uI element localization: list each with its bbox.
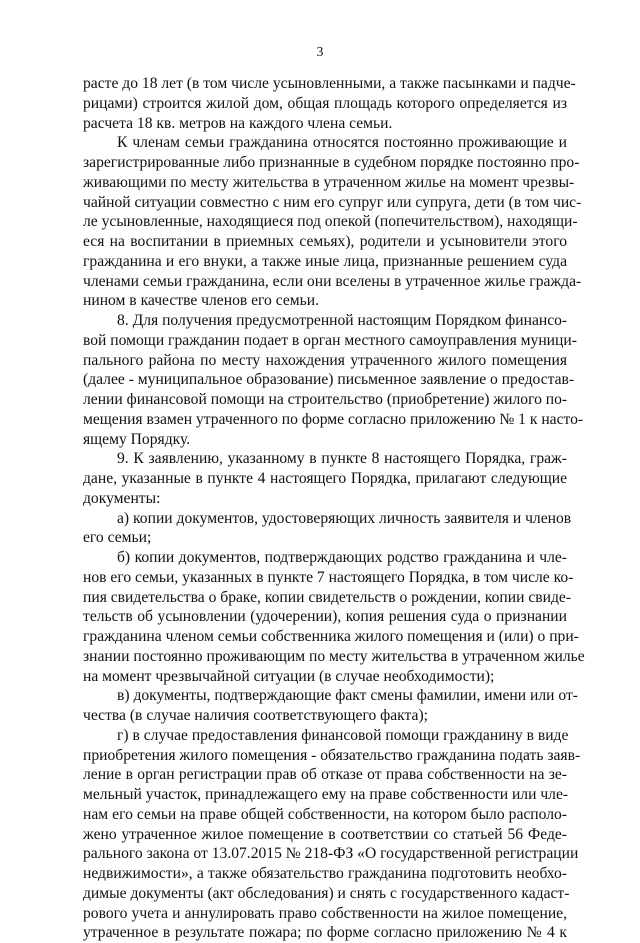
text-line: рального закона от 13.07.2015 № 218-ФЗ «О государственной регистрации: [83, 845, 579, 863]
text-line: рицами) строится жилой дом, общая площадь которого определяется из: [83, 94, 567, 112]
text-line: его семьи;: [83, 529, 152, 547]
text-line: ле усыновленные, находящиеся под опекой (попечительством), находящи-: [83, 213, 578, 231]
page-number: 3: [316, 44, 324, 59]
text-line: ление в орган регистрации прав об отказе от права собственности на зе-: [83, 766, 567, 784]
text-line: утраченное в результате пожара; по форме согласно приложению № 4 к: [83, 924, 567, 942]
text-line: расте до 18 лет (в том числе усыновленными, а также пасынками и падче-: [83, 75, 576, 92]
text-line: чества (в случае наличия соответствующего факта);: [83, 707, 429, 724]
text-line: ящему Порядку.: [83, 430, 191, 448]
text-line: документы:: [83, 489, 161, 507]
text-line: нином в качестве членов его семьи.: [83, 292, 320, 310]
text-line: дане, указанные в пункте 4 настоящего Порядка, прилагают следующие: [83, 470, 567, 487]
text-line: недвижимости», а также обязательство гражданина подготовить необхо-: [83, 865, 567, 882]
text-line: жено утраченное жилое помещение в соответствии со статьей 56 Феде-: [83, 825, 567, 843]
text-line: лении финансовой помощи на строительство (приобретение) жилого по-: [83, 391, 568, 408]
text-line: приобретения жилого помещения - обязательство гражданина подать заяв-: [83, 746, 581, 764]
text-line: нов его семьи, указанных в пункте 7 настоящего Порядка, в том числе ко-: [83, 568, 574, 586]
text-line: нам его семьи на праве общей собственности, на котором было располо-: [83, 805, 567, 823]
text-line: рового учета и аннулировать право собственности на жилое помещение,: [83, 904, 567, 922]
text-line: чайной ситуации совместно с ним его супруг или супруга, дети (в том чис-: [83, 193, 582, 211]
text-line: 8. Для получения предусмотренной настоящим Порядком финансо-: [117, 312, 568, 329]
text-line: членами семьи гражданина, если они вселены в утраченное жилье гражда-: [83, 272, 582, 290]
text-line: еся на воспитании в приемных семьях), родители и усыновители этого: [83, 233, 567, 250]
text-line: мельный участок, принадлежащего ему на праве собственности или чле-: [83, 786, 569, 803]
text-line: зарегистрированные либо признанные в судебном порядке постоянно про-: [83, 154, 580, 171]
text-line: гражданина членом семьи собственника жилого помещения и (или) о при-: [83, 628, 579, 645]
text-line: 9. К заявлению, указанному в пункте 8 настоящего Порядка, граж-: [117, 450, 567, 468]
text-line: гражданина и его внуки, а также иные лица, признанные решением суда: [83, 252, 567, 270]
text-line: димые документы (акт обследования) и снять с государственного кадаст-: [83, 884, 570, 902]
text-line: вой помощи гражданин подает в орган местного самоуправления муници-: [83, 331, 577, 349]
text-line: пия свидетельства о браке, копии свидетельств о рождении, копии свиде-: [83, 588, 572, 606]
text-line: г) в случае предоставления финансовой помощи гражданину в виде: [117, 726, 569, 744]
text-line: мещения взамен утраченного по форме согласно приложению № 1 к насто-: [83, 410, 584, 428]
text-line: на момент чрезвычайной ситуации (в случае необходимости);: [83, 667, 495, 685]
text-line: К членам семьи гражданина относятся постоянно проживающие и: [117, 134, 567, 152]
text-line: живающими по месту жительства в утраченном жилье на момент чрезвы-: [83, 173, 575, 191]
text-line: в) документы, подтверждающие факт смены фамилии, имени или от-: [117, 687, 578, 705]
text-line: расчета 18 кв. метров на каждого члена семьи.: [83, 114, 393, 132]
text-line: (далее - муниципальное образование) письменное заявление о предостав-: [83, 371, 575, 389]
text-line: знании постоянно проживающим по месту жительства в утраченном жилье: [83, 647, 585, 665]
text-line: пального района по месту нахождения утраченного жилого помещения: [83, 351, 567, 369]
text-line: а) копии документов, удостоверяющих личность заявителя и членов: [117, 509, 572, 527]
text-line: б) копии документов, подтверждающих родство гражданина и чле-: [117, 549, 567, 566]
text-line: тельств об усыновлении (удочерении), копия решения суда о признании: [83, 608, 567, 626]
